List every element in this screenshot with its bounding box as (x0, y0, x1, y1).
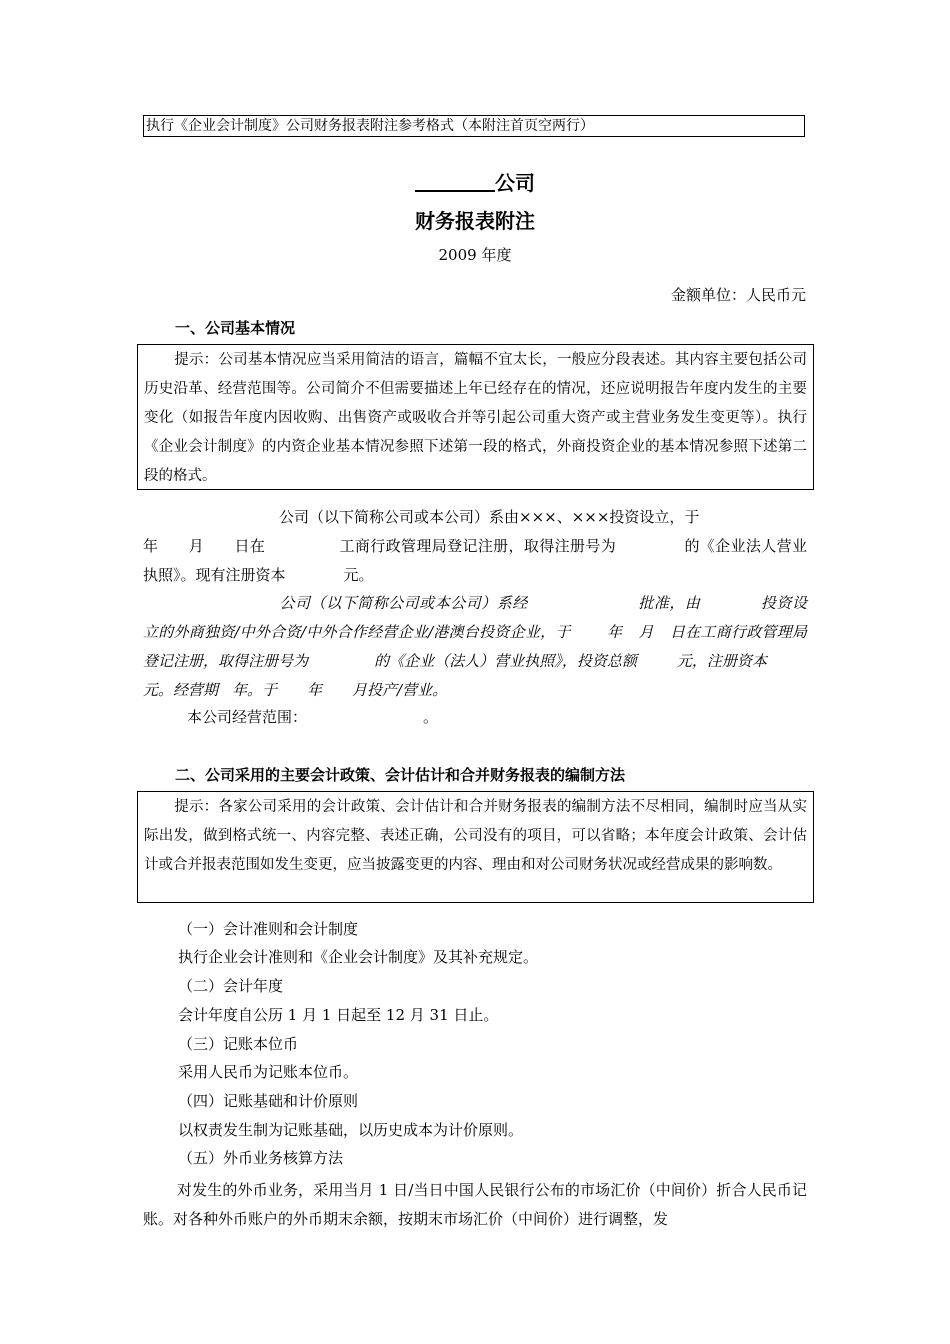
p1-text-day: 日在 (234, 537, 266, 555)
policy-heading-4: （四）记账基础和计价原则 (178, 1092, 359, 1110)
header-note: 执行《企业会计制度》公司财务报表附注参考格式（本附注首页空两行） (143, 115, 805, 137)
p2-text-i: 元。经营期 (143, 681, 219, 699)
company-name-line (0, 168, 950, 197)
p1-text-yuan: 元。 (343, 566, 374, 584)
policy-body-5: 对发生的外币业务，采用当月 1 日/当日中国人民银行公布的市场汇价（中间价）折合人民币记账。对各种外币账户的外币期末余额，按期末市场汇价（中间价）进行调整，发 (143, 1181, 807, 1228)
p2-text-k: 年 (307, 681, 323, 699)
amount-unit: 金额单位：人民币元 (670, 286, 806, 304)
policy-body-1: 执行企业会计准则和《企业会计制度》及其补充规定。 (178, 948, 539, 966)
company-name-blank (415, 168, 495, 192)
p2-text-l: 月投产/营业。 (352, 681, 448, 699)
policy-heading-3: （三）记账本位币 (178, 1035, 299, 1053)
section1-heading: 一、公司基本情况 (175, 319, 296, 337)
section1-hint-text: 提示：公司基本情况应当采用简洁的语言，篇幅不宜太长，一般应分段表述。其内容主要包括公司历史沿革、经营范围等。公司简介不但需要描述上年已经存在的情况，还应说明报告年度内发生的主要变化（如报告年度内因收购、出售资产或吸收合并等引起公司重大资产或主营业务发生变更等）。执行《企业会计制度》的内资企业基本情况参照下述第一段的格式，外商投资企业的基本情况参照下述第二段的格式。 (144, 352, 807, 484)
p2-text-e: 月 (638, 623, 654, 641)
company-suffix: 公司 (495, 171, 535, 195)
policy-heading-2: （二）会计年度 (178, 977, 284, 995)
p2-text-a: 公司（以下简称公司或本公司）系经 (279, 594, 528, 612)
section2-hint-text: 提示：各家公司采用的会计政策、会计估计和合并财务报表的编制方法不尽相同，编制时应当从实际出发，做到格式统一、内容完整、表述正确，公司没有的项目，可以省略；本年度会计政策、会计估计或合并报表范围如发生变更，应当披露变更的内容、理由和对公司财务状况或经营成果的影响数。 (144, 799, 807, 873)
business-scope-line (187, 706, 438, 728)
p2-text-d: 年 (606, 623, 623, 641)
section2-heading: 二、公司采用的主要会计政策、会计估计和合并财务报表的编制方法 (175, 766, 626, 784)
section2-hint-box (137, 791, 814, 903)
p1-text-year: 年 (143, 537, 159, 555)
p1-text-registration: 工商行政管理局登记注册，取得注册号为 (339, 537, 617, 555)
section1-domestic-paragraph (143, 503, 807, 590)
p2-text-j: 年。于 (232, 681, 278, 699)
business-scope-label: 本公司经营范围： (187, 708, 308, 726)
p2-text-b: 批准，由 (637, 594, 701, 612)
p1-text-a: 公司（以下简称公司或本公司）系由×××、×××投资设立，于 (279, 508, 700, 526)
p2-text-f: 日在工商行政管理局登记注册，取得注册号为 (143, 623, 807, 670)
document-year: 2009 年度 (438, 246, 512, 264)
policy-heading-1: （一）会计准则和会计制度 (178, 920, 359, 938)
policy-body-4: 以权责发生制为记账基础，以历史成本为计价原则。 (178, 1121, 524, 1139)
business-scope-end: 。 (423, 708, 439, 726)
section1-foreign-paragraph (143, 589, 807, 705)
policy-heading-5: （五）外币业务核算方法 (178, 1149, 344, 1167)
p1-text-license: 的《企业法人营业执照》。现有注册资本 (143, 537, 807, 584)
p2-text-c: 投资设立的外商独资/中外合资/中外合作经营企业/港澳台投资企业，于 (143, 594, 807, 641)
p1-text-month: 月 (188, 537, 205, 555)
section1-hint-box (137, 344, 814, 490)
policy-body-2: 会计年度自公历 1 月 1 日起至 12 月 31 日止。 (178, 1006, 499, 1024)
policy-body-3: 采用人民币为记账本位币。 (178, 1063, 359, 1081)
p2-text-h: 元，注册资本 (676, 652, 767, 670)
document-title: 财务报表附注 (415, 209, 535, 233)
p2-text-g: 的《企业（法人）营业执照》，投资总额 (374, 652, 637, 670)
